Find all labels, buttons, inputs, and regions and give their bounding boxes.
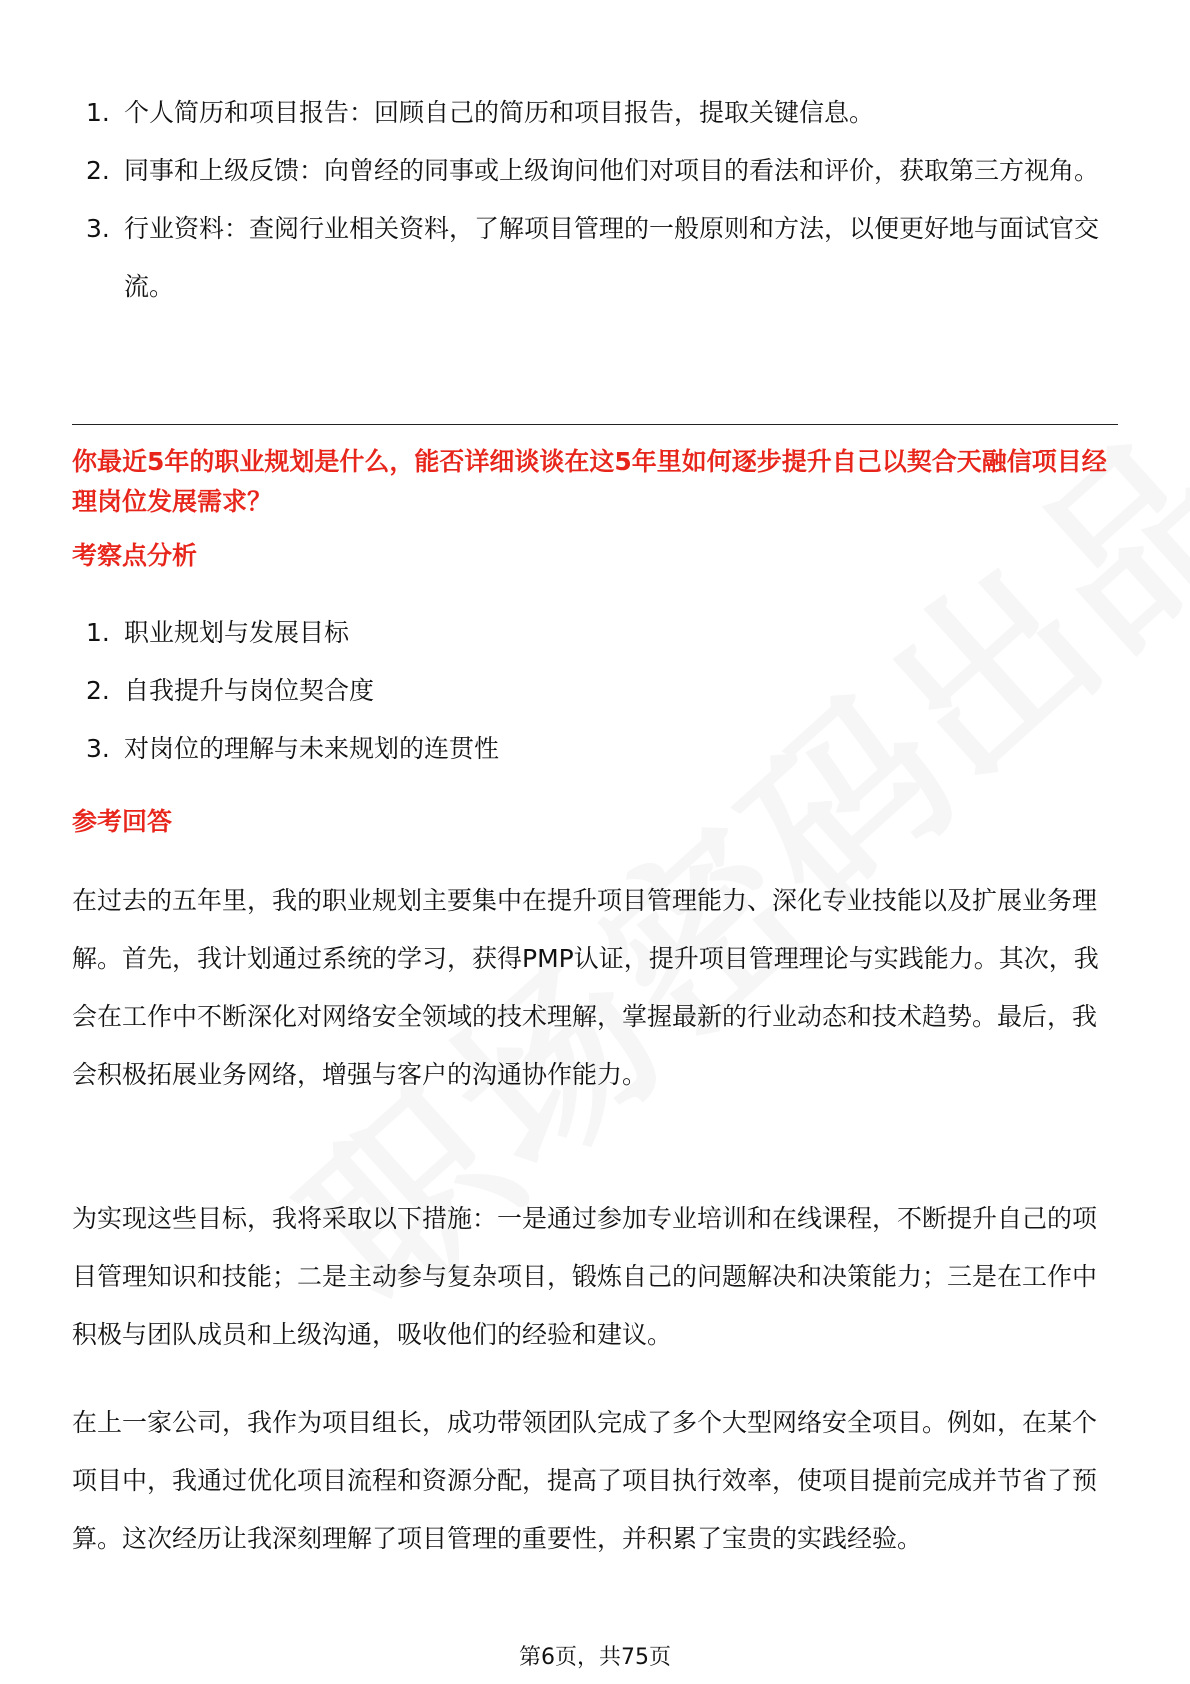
analysis-heading: 考察点分析 [72, 541, 198, 570]
list-item: 2. 同事和上级反馈：向曾经的同事或上级询问他们对项目的看法和评价，获取第三方视角。 [86, 156, 1100, 185]
list-item: 2. 自我提升与岗位契合度 [86, 676, 375, 705]
document-page [72, 0, 1118, 1684]
list-item: 3. 对岗位的理解与未来规划的连贯性 [86, 734, 500, 763]
analysis-list [72, 604, 1118, 778]
list-item: 3. 行业资料：查阅行业相关资料，了解项目管理的一般原则和方法，以便更好地与面试官交流。 [86, 214, 1100, 301]
top-numbered-list [72, 84, 1118, 316]
question-heading: 你最近5年的职业规划是什么，能否详细谈谈在这5年里如何逐步提升自己以契合天融信项目经理岗位发展需求？ [72, 447, 1107, 516]
list-item: 1. 个人简历和项目报告：回顾自己的简历和项目报告，提取关键信息。 [86, 98, 875, 127]
page-footer: 第6页，共75页 [519, 1645, 671, 1670]
answer-paragraph: 为实现这些目标，我将采取以下措施：一是通过参加专业培训和在线课程，不断提升自己的项目管理知识和技能；二是主动参与复杂项目，锻炼自己的问题解决和决策能力；三是在工作中积极与团队成员和上级沟通，吸收他们的经验和建议。 [72, 1204, 1098, 1349]
section-divider [72, 424, 1118, 425]
answer-paragraph: 在上一家公司，我作为项目组长，成功带领团队完成了多个大型网络安全项目。例如，在某个项目中，我通过优化项目流程和资源分配，提高了项目执行效率，使项目提前完成并节省了预算。这次经历让我深刻理解了项目管理的重要性，并积累了宝贵的实践经验。 [72, 1408, 1098, 1553]
answer-paragraph: 在过去的五年里，我的职业规划主要集中在提升项目管理能力、深化专业技能以及扩展业务理解。首先，我计划通过系统的学习，获得PMP认证，提升项目管理理论与实践能力。其次，我会在工作中不断深化对网络安全领域的技术理解，掌握最新的行业动态和技术趋势。最后，我会积极拓展业务网络，增强与客户的沟通协作能力。 [72, 886, 1099, 1089]
answer-heading: 参考回答 [72, 807, 173, 836]
list-item: 1. 职业规划与发展目标 [86, 618, 350, 647]
